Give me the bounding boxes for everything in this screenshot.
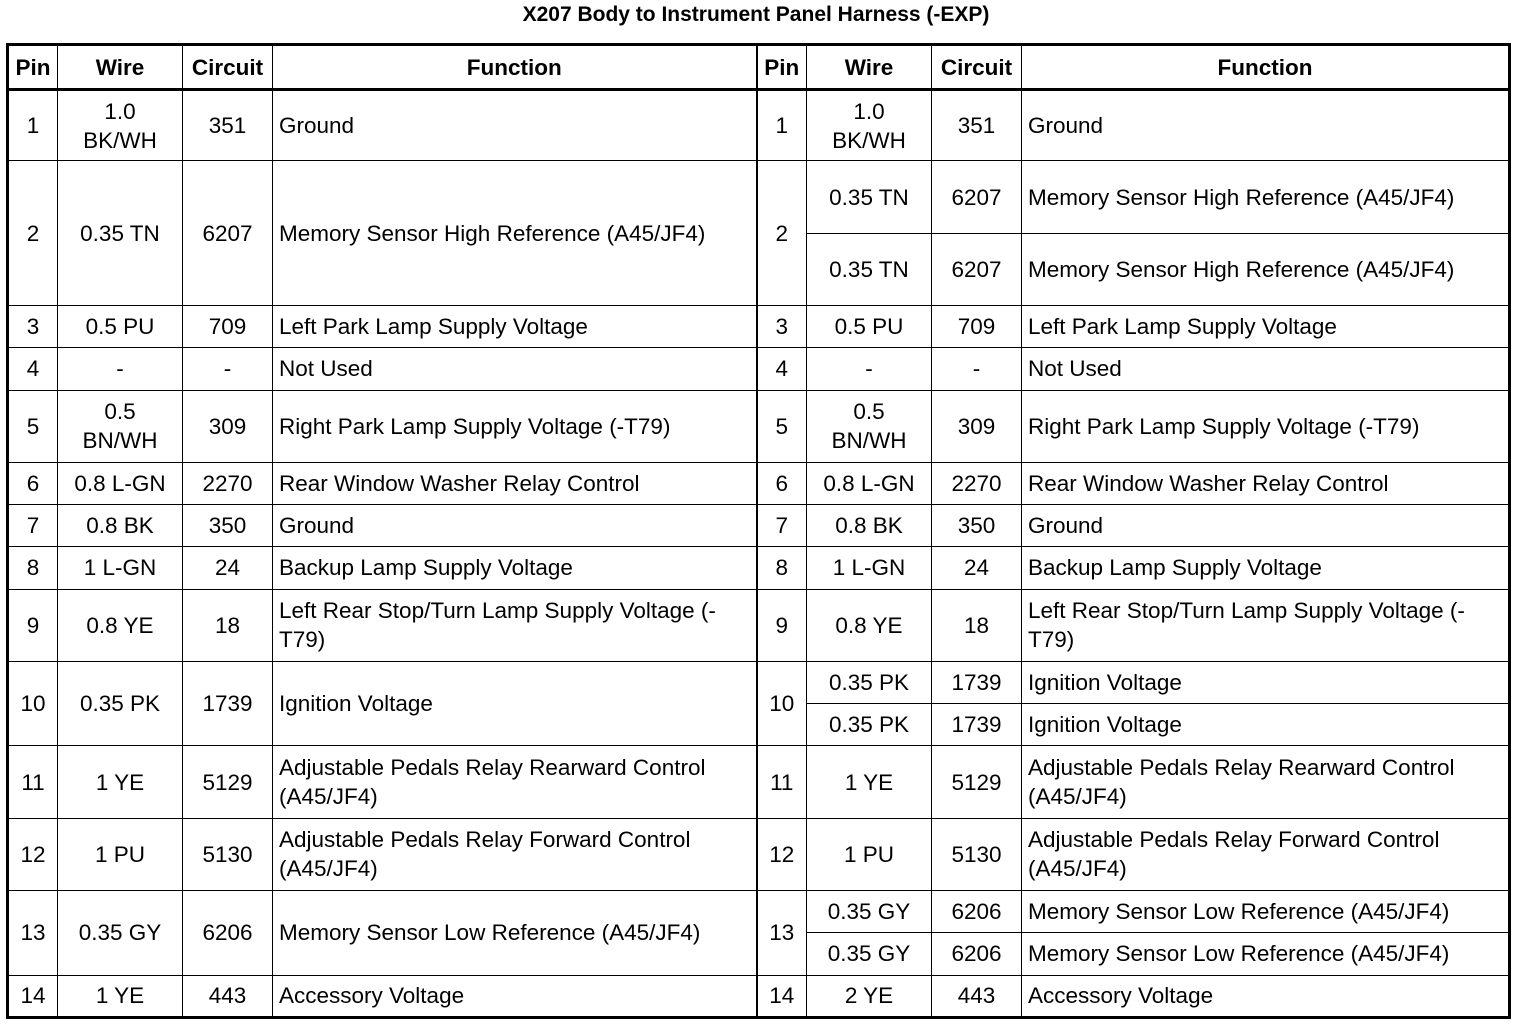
- pin-cell: 10: [8, 661, 58, 745]
- pin-cell: 7: [757, 505, 807, 547]
- pin-cell: 8: [8, 547, 58, 589]
- pin-cell: 4: [8, 348, 58, 390]
- function-cell: Memory Sensor High Reference (A45/JF4): [1022, 233, 1510, 305]
- header-circuit-left: Circuit: [183, 45, 273, 90]
- wire-cell: 0.35 PK: [58, 661, 183, 745]
- wire-cell: 1 YE: [58, 746, 183, 818]
- circuit-cell: 18: [183, 589, 273, 661]
- pin-cell: 7: [8, 505, 58, 547]
- function-cell: Memory Sensor Low Reference (A45/JF4): [1022, 891, 1510, 933]
- function-cell: Memory Sensor Low Reference (A45/JF4): [273, 891, 757, 975]
- pin-cell: 13: [8, 891, 58, 975]
- circuit-cell: 24: [183, 547, 273, 589]
- header-row: [8, 45, 1510, 90]
- header-pin-right: Pin: [757, 45, 807, 90]
- wire-cell: 0.8 L-GN: [807, 462, 932, 504]
- circuit-cell: 6206: [932, 891, 1022, 933]
- wire-cell: 1 YE: [58, 975, 183, 1017]
- table-row: [8, 161, 1510, 233]
- wire-cell: 0.8 BK: [807, 505, 932, 547]
- pin-cell: 14: [757, 975, 807, 1017]
- pin-cell: 9: [8, 589, 58, 661]
- function-cell: Memory Sensor High Reference (A45/JF4): [1022, 161, 1510, 233]
- table-row: [8, 746, 1510, 818]
- pin-cell: 2: [8, 161, 58, 306]
- circuit-cell: 18: [932, 589, 1022, 661]
- wire-cell: 1 YE: [807, 746, 932, 818]
- wire-cell: 1.0 BK/WH: [807, 90, 932, 161]
- pin-cell: 12: [8, 818, 58, 890]
- table-row: [8, 818, 1510, 890]
- pinout-table: [6, 43, 1511, 1019]
- header-function-right: Function: [1022, 45, 1510, 90]
- circuit-cell: 6207: [932, 233, 1022, 305]
- table-row: [8, 306, 1510, 348]
- circuit-cell: 1739: [932, 704, 1022, 746]
- wire-cell: 0.5 BN/WH: [807, 390, 932, 462]
- pin-cell: 11: [8, 746, 58, 818]
- pin-cell: 5: [8, 390, 58, 462]
- function-cell: Left Park Lamp Supply Voltage: [1022, 306, 1510, 348]
- pin-cell: 6: [757, 462, 807, 504]
- function-cell: Left Park Lamp Supply Voltage: [273, 306, 757, 348]
- pin-cell: 11: [757, 746, 807, 818]
- circuit-cell: 309: [183, 390, 273, 462]
- function-cell: Right Park Lamp Supply Voltage (-T79): [1022, 390, 1510, 462]
- table-row: [8, 90, 1510, 161]
- wire-cell: 0.5 PU: [58, 306, 183, 348]
- circuit-cell: 709: [183, 306, 273, 348]
- header-circuit-right: Circuit: [932, 45, 1022, 90]
- table-row: [8, 589, 1510, 661]
- wire-cell: 1 PU: [807, 818, 932, 890]
- circuit-cell: -: [932, 348, 1022, 390]
- circuit-cell: 351: [183, 90, 273, 161]
- function-cell: Ignition Voltage: [1022, 704, 1510, 746]
- function-cell: Memory Sensor High Reference (A45/JF4): [273, 161, 757, 306]
- wire-cell: 1 L-GN: [807, 547, 932, 589]
- wire-cell: 0.35 TN: [807, 233, 932, 305]
- circuit-cell: 1739: [932, 661, 1022, 703]
- function-cell: Ground: [1022, 90, 1510, 161]
- pin-cell: 2: [757, 161, 807, 306]
- function-cell: Accessory Voltage: [1022, 975, 1510, 1017]
- function-cell: Backup Lamp Supply Voltage: [273, 547, 757, 589]
- function-cell: Left Rear Stop/Turn Lamp Supply Voltage (-T79): [273, 589, 757, 661]
- circuit-cell: 2270: [183, 462, 273, 504]
- pin-cell: 3: [8, 306, 58, 348]
- circuit-cell: 350: [183, 505, 273, 547]
- function-cell: Memory Sensor Low Reference (A45/JF4): [1022, 933, 1510, 975]
- circuit-cell: 350: [932, 505, 1022, 547]
- table-row: [8, 348, 1510, 390]
- circuit-cell: 443: [932, 975, 1022, 1017]
- pin-cell: 14: [8, 975, 58, 1017]
- function-cell: Ignition Voltage: [1022, 661, 1510, 703]
- circuit-cell: 6207: [932, 161, 1022, 233]
- pin-cell: 9: [757, 589, 807, 661]
- pin-cell: 3: [757, 306, 807, 348]
- function-cell: Rear Window Washer Relay Control: [273, 462, 757, 504]
- pin-cell: 1: [757, 90, 807, 161]
- pin-cell: 1: [8, 90, 58, 161]
- wire-cell: 1 PU: [58, 818, 183, 890]
- wire-cell: 0.35 TN: [58, 161, 183, 306]
- pin-cell: 6: [8, 462, 58, 504]
- header-pin-left: Pin: [8, 45, 58, 90]
- table-row: [8, 661, 1510, 703]
- function-cell: Right Park Lamp Supply Voltage (-T79): [273, 390, 757, 462]
- pin-cell: 13: [757, 891, 807, 975]
- circuit-cell: 309: [932, 390, 1022, 462]
- pin-cell: 8: [757, 547, 807, 589]
- circuit-cell: 709: [932, 306, 1022, 348]
- function-cell: Adjustable Pedals Relay Rearward Control (A45/JF4): [273, 746, 757, 818]
- wire-cell: 2 YE: [807, 975, 932, 1017]
- wire-cell: 0.8 L-GN: [58, 462, 183, 504]
- circuit-cell: -: [183, 348, 273, 390]
- circuit-cell: 6206: [932, 933, 1022, 975]
- wire-cell: -: [807, 348, 932, 390]
- pin-cell: 10: [757, 661, 807, 745]
- table-row: [8, 891, 1510, 933]
- circuit-cell: 6207: [183, 161, 273, 306]
- function-cell: Not Used: [273, 348, 757, 390]
- pin-cell: 5: [757, 390, 807, 462]
- function-cell: Adjustable Pedals Relay Forward Control (A45/JF4): [1022, 818, 1510, 890]
- wire-cell: 0.35 PK: [807, 661, 932, 703]
- circuit-cell: 2270: [932, 462, 1022, 504]
- wire-cell: 1.0 BK/WH: [58, 90, 183, 161]
- table-row: [8, 547, 1510, 589]
- function-cell: Adjustable Pedals Relay Forward Control (A45/JF4): [273, 818, 757, 890]
- wire-cell: 0.35 PK: [807, 704, 932, 746]
- function-cell: Adjustable Pedals Relay Rearward Control (A45/JF4): [1022, 746, 1510, 818]
- wire-cell: 0.5 PU: [807, 306, 932, 348]
- circuit-cell: 443: [183, 975, 273, 1017]
- table-row: [8, 390, 1510, 462]
- wire-cell: -: [58, 348, 183, 390]
- wire-cell: 0.8 YE: [58, 589, 183, 661]
- circuit-cell: 351: [932, 90, 1022, 161]
- circuit-cell: 6206: [183, 891, 273, 975]
- function-cell: Ignition Voltage: [273, 661, 757, 745]
- table-row: [8, 975, 1510, 1017]
- table-row: [8, 462, 1510, 504]
- circuit-cell: 5130: [183, 818, 273, 890]
- wire-cell: 0.8 YE: [807, 589, 932, 661]
- header-wire-left: Wire: [58, 45, 183, 90]
- function-cell: Ground: [273, 90, 757, 161]
- function-cell: Ground: [1022, 505, 1510, 547]
- wire-cell: 0.35 GY: [58, 891, 183, 975]
- circuit-cell: 5130: [932, 818, 1022, 890]
- function-cell: Not Used: [1022, 348, 1510, 390]
- circuit-cell: 5129: [932, 746, 1022, 818]
- circuit-cell: 1739: [183, 661, 273, 745]
- header-wire-right: Wire: [807, 45, 932, 90]
- circuit-cell: 24: [932, 547, 1022, 589]
- function-cell: Ground: [273, 505, 757, 547]
- wire-cell: 0.8 BK: [58, 505, 183, 547]
- table-row: [8, 505, 1510, 547]
- wire-cell: 0.5 BN/WH: [58, 390, 183, 462]
- circuit-cell: 5129: [183, 746, 273, 818]
- header-function-left: Function: [273, 45, 757, 90]
- pin-cell: 4: [757, 348, 807, 390]
- wire-cell: 0.35 GY: [807, 933, 932, 975]
- function-cell: Accessory Voltage: [273, 975, 757, 1017]
- wire-cell: 0.35 GY: [807, 891, 932, 933]
- page-title: X207 Body to Instrument Panel Harness (-EXP): [522, 3, 990, 26]
- function-cell: Backup Lamp Supply Voltage: [1022, 547, 1510, 589]
- pin-cell: 12: [757, 818, 807, 890]
- wire-cell: 0.35 TN: [807, 161, 932, 233]
- wire-cell: 1 L-GN: [58, 547, 183, 589]
- function-cell: Left Rear Stop/Turn Lamp Supply Voltage (-T79): [1022, 589, 1510, 661]
- function-cell: Rear Window Washer Relay Control: [1022, 462, 1510, 504]
